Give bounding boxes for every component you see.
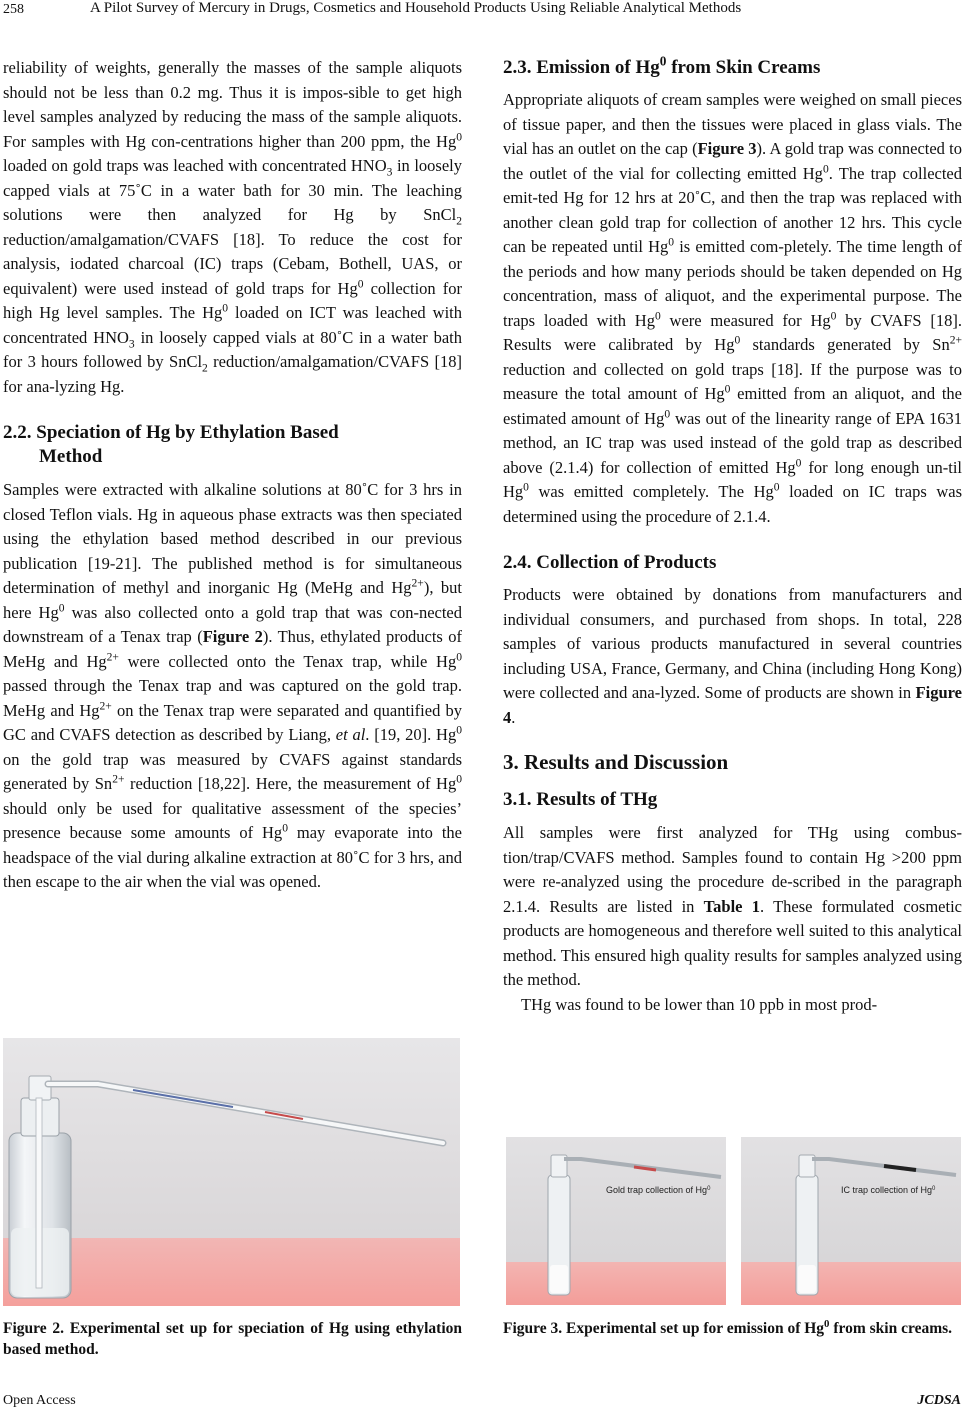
svg-text:Gold trap collection of Hg0: Gold trap collection of Hg$^0$ xyxy=(606,1185,711,1195)
section-heading-2-4: 2.4. Collection of Products xyxy=(503,552,717,573)
running-title: A Pilot Survey of Mercury in Drugs, Cosmetics and Household Products Using Reliable Analytical Methods xyxy=(90,0,742,16)
journal-abbrev: JCDSA xyxy=(917,1393,961,1408)
paragraph-results: All samples were first analyzed for THg using combus-tion/trap/CVAFS method. Samples found to contain Hg >200 ppm were re-analyzed using the procedure de-scribed in the paragraph 2.1.4. Results are listed in Table 1. These formulated cosmetic products are homogeneous and therefore well suited to this analytical method. This ensured high quality results for samples analyzed using the method. xyxy=(503,823,962,989)
figure-2-photo xyxy=(3,1038,460,1306)
paragraph-collection: Products were obtained by donations from manufacturers and individual consumers, and purchased from shops. In total, 228 samples of various products manufactured in several countries including USA, France, Germany, and China (including Hong Kong) were collected and ana-lyzed. Some of products are shown in Figure 4. xyxy=(503,585,962,727)
figure-2-caption: Figure 2. Experimental set up for speciation of Hg using ethylation based method. xyxy=(3,1320,462,1358)
figure-3-photos xyxy=(506,1137,961,1305)
gold-trap-label: Gold trap collection of Hg xyxy=(606,1185,708,1195)
section-heading-2-2: 2.2. Speciation of Hg by Ethylation Based Method xyxy=(3,422,339,467)
section-heading-3: 3. Results and Discussion xyxy=(503,750,729,774)
figure-3-caption: Figure 3. Experimental set up for emission of Hg$^0$ from skin creams. xyxy=(503,1317,953,1337)
paragraph-speciation: Samples were extracted with alkaline solutions at 80˚C for 3 hrs in closed Teflon vials. Hg in aqueous phase extracts was then speciated using the ethylation based method described in our previous publication [19-21]. The published method is for simultaneous determination of methyl and inorganic Hg (MeHg and $Hg^{2+}$), but here Hg$^0$ was also collected onto a gold trap that was con-nected downstream of a Tenax trap (Figure 2). Thus, ethylated products of MeHg and $Hg^{2+}$ were collected onto the Tenax trap, while Hg$^0$ passed through the Tenax trap and was captured on the gold trap. MeHg and $Hg^{2+}$ on the Tenax trap were separated and quantified by GC and CVAFS detection as described by Liang, et al. [19, 20]. Hg$^0$ on the gold trap was measured by CVAFS against standards generated by $Sn^{2+}$ reduction [18,22]. Here, the measurement of Hg$^0$ should only be used for qualitative assessment of the species’ presence because some amounts of Hg$^0$ may evaporate into the headspace of the vial during alkaline extraction at 80˚C for 3 hrs, and then escape to the air when the vial was opened. xyxy=(3,480,463,891)
left-column xyxy=(3,56,462,895)
right-column xyxy=(503,53,963,1017)
page-number: 258 xyxy=(3,2,24,17)
paragraph-emission: Appropriate aliquots of cream samples were weighed on small pieces of tissue paper, and then the tissues were placed in glass vials. The vial has an outlet on the cap (Figure 3). A gold trap was connected to the outlet of the vial for collecting emitted Hg$^0$. The trap collected emit-ted Hg for 12 hrs at 20˚C, and then the trap was replaced with another clean gold trap for collection of another 12 hrs. This cycle can be repeated until Hg$^0$ is emitted com-pletely. The time length of the periods and how many periods should be taken depended on Hg concentration, mass of aliquot, and the experimental purpose. The traps loaded with Hg$^0$ were measured for Hg$^0$ by CVAFS [18]. Results were calibrated by Hg$^0$ standards generated by $Sn^{2+}$ reduction and collected on gold traps [18]. If the purpose was to measure the total amount of Hg$^0$ emitted from an aliquot, and the estimated amount of Hg$^0$ was out of the linearity range of EPA 1631 method, an IC trap was used instead of the gold trap as described above (2.1.4) for collection of emitted Hg$^0$ for long enough un-til Hg$^0$ was emitted completely. The Hg$^0$ loaded on IC traps was determined using the procedure of 2.1.4. xyxy=(503,90,963,526)
section-heading-3-1: 3.1. Results of THg xyxy=(503,789,658,810)
svg-text:IC trap collection of Hg0: IC trap collection of Hg$^0$ xyxy=(841,1185,936,1195)
ethylation-setup-illustration xyxy=(3,1038,460,1306)
ic-trap-label: IC trap collection of Hg xyxy=(841,1185,933,1195)
paragraph-leaching: reliability of weights, generally the masses of the sample aliquots should not be less than 0.2 mg. Thus it is impos-sible to get high level samples analyzed by reducing the mass of the sample aliquots. For samples with Hg con-centrations higher than 200 ppm, the Hg$^0$ loaded on gold traps was leached with concentrated $HNO_3$ in loosely capped vials at 75˚C in a water bath for 30 min. The leaching solutions were then analyzed for Hg by SnCl$_2$ reduction/amalgamation/CVAFS [18]. To reduce the cost for analysis, iodated charcoal (IC) traps (Cebam, Bothell, UAS, or equivalent) were used instead of gold traps for Hg$^0$ collection for high Hg level samples. The Hg$^0$ loaded on ICT was leached with concentrated $HNO_3$ in loosely capped vials at 80˚C in a water bath for 3 hours followed by SnCl$_2$ reduction/amalgamation/CVAFS [18] for ana-lyzing Hg. xyxy=(3,58,463,396)
paragraph-thg: THg was found to be lower than 10 ppb in most prod- xyxy=(521,994,878,1014)
skin-cream-emission-illustration xyxy=(506,1137,961,1305)
page-header xyxy=(0,0,965,24)
open-access-label: Open Access xyxy=(3,1393,76,1408)
section-heading-2-3: 2.3. Emission of Hg$^0$ from Skin Creams xyxy=(503,53,821,78)
